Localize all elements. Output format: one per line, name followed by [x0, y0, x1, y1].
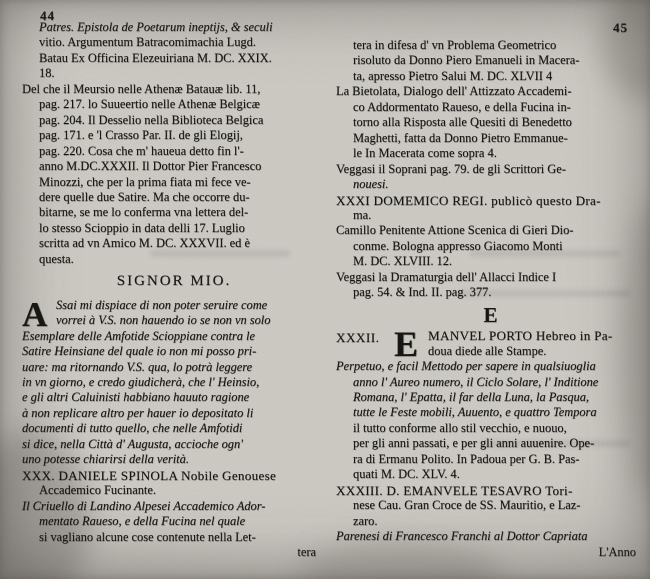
text-line: in vn giorno, e credo giudicherà, che l' Heinsio,	[22, 374, 260, 389]
text-line: anno l' Aureo numero, il Ciclo Solare, l' Inditione	[353, 374, 599, 389]
entry-number: XXXII.	[336, 330, 380, 346]
text-line: Ssai mi dispiace di non poter seruire come	[56, 297, 268, 312]
text-line: Perpetuo, e facil Mettodo per sapere in qualsiuoglia	[336, 359, 596, 374]
text-line: questa.	[39, 251, 74, 266]
text-line: documenti di tutto quello, che nelle Amfotidi	[22, 421, 243, 436]
text-line: conme. Bologna appresso Giacomo Monti	[353, 238, 563, 253]
text-line: si dice, nella Città d' Augusta, accioche ogn'	[22, 436, 243, 451]
text-line: Esemplare delle Amfotide Scioppiane contra le	[22, 328, 255, 343]
text-line: Veggasi il Soprani pag. 79. de gli Scrittori Ge-	[336, 161, 566, 176]
text-line: nouesi.	[353, 177, 389, 192]
text-line: quati M. DC. XLV. 4.	[353, 467, 460, 482]
text-line: pag. 171. e 'l Crasso Par. II. de gli Elogij,	[39, 128, 243, 143]
text-line: lo stesso Scioppio in data delli 17. Luglio	[39, 220, 245, 235]
text-line: M. DC. XLVIII. 12.	[353, 254, 453, 269]
text-line: Minozzi, che per la prima fiata mi fece ve-	[39, 174, 251, 189]
text-line: tutte le Feste mobili, Auuento, e quattro Tempora	[353, 405, 597, 420]
text-line: e gli altri Caluinisti habbiano hauuto ragione	[22, 390, 250, 405]
text-line: Il Criuello di Landino Alpesei Accademico Ador-	[22, 498, 266, 513]
letter-opening	[22, 294, 326, 334]
page-number-44: 44	[40, 8, 55, 23]
text-line: La Bietolata, Dialogo dell' Attizzato Accademi-	[336, 84, 572, 99]
text-line: torno alla Risposta alle Quesiti di Benedetto	[353, 115, 572, 130]
text-line: pag. 220. Cosa che m' haueua detto fin l'-	[39, 143, 244, 158]
text-line: zaro.	[353, 513, 378, 528]
text-line: anno M.DC.XXXII. Il Dottor Pier Francesco	[39, 159, 262, 174]
text-line: si vagliano alcune cose contenute nella Let-	[39, 529, 256, 544]
entry-heading-spinola: XXX. DANIELE SPINOLA Nobile Genouese	[22, 467, 277, 483]
text-line: Maghetti, fatta da Donno Pietro Emmanue-	[353, 130, 568, 145]
catchword: tera	[297, 544, 316, 559]
text-line: Del che il Meursio nelle Athenæ Batauæ lib. 11,	[22, 81, 261, 96]
right-column	[336, 38, 646, 560]
text-line: mentato Raueso, e della Fucina nel quale	[39, 514, 246, 529]
left-column	[22, 20, 326, 560]
text-line: vorrei à V.S. non hauendo io se non vn solo	[56, 313, 271, 328]
section-letter-e: E	[483, 302, 499, 327]
text-line: Romana, l' Epatta, il far della Luna, la Pasqua,	[353, 389, 590, 404]
entry-heading-tesavro: XXXIII. D. EMANVELE TESAVRO Tori-	[336, 482, 573, 498]
text-line: Patres. Epistola de Poetarum ineptijs, & seculi	[39, 20, 273, 34]
text-line: vitio. Argumentum Batracomimachia Lugd.	[39, 35, 256, 50]
text-line: risoluto da Donno Piero Emanueli in Macera-	[353, 53, 580, 68]
text-line: pag. 204. Il Desselio nella Biblioteca Belgica	[39, 112, 264, 127]
text-line: Parenesi di Francesco Franchi al Dottor Capriata	[336, 529, 588, 544]
text-line: scritta ad vn Amico M. DC. XXXVII. ed è	[39, 236, 250, 251]
text-line: Batau Ex Officina Elezeuiriana M. DC. XXIX.	[39, 50, 272, 65]
text-line: pag. 217. lo Suueertio nelle Athenæ Belgicæ	[39, 97, 260, 112]
text-line: ma.	[353, 207, 372, 222]
drop-cap-a: A	[22, 294, 48, 334]
letter-salutation-heading: SIGNOR MIO.	[116, 273, 232, 290]
drop-cap-e: E	[394, 324, 419, 365]
text-line: co Addormentato Raueso, e della Fucina in-	[353, 99, 571, 114]
entry-heading-porto: MANVEL PORTO Hebreo in Pa-	[428, 328, 613, 344]
text-line: uare: ma ritornando V.S. qua, lo potrà leggere	[22, 359, 253, 374]
text-line: le In Macerata come sopra 4.	[353, 146, 497, 161]
entry-heading-regi: XXXI DOMEMICO REGI. publicò questo Dra-	[336, 192, 601, 208]
text-line: uno potesse chiarirsi della verità.	[22, 452, 189, 467]
text-line: nese Cau. Gran Croce de SS. Mauritio, e Laz-	[353, 498, 581, 513]
page-number-45: 45	[613, 20, 628, 35]
text-line: tera in difesa d' vn Problema Geometrico	[353, 38, 557, 52]
text-line: ra di Ermanu Polito. In Padoua per G. B. Pas-	[353, 451, 580, 466]
text-line: pag. 54. & Ind. II. pag. 377.	[353, 285, 492, 300]
text-line: Satire Heinsiane del quale io non mi posso pri-	[22, 344, 257, 359]
text-line: Veggasi la Dramaturgia dell' Allacci Indice I	[336, 269, 557, 284]
text-line: Accademico Fucinante.	[39, 483, 156, 498]
text-line: à non replicare altro per hauer io depositato li	[22, 405, 254, 420]
entry-emanvel-porto	[336, 324, 646, 365]
text-line: bitarne, se me lo conferma vna lettera del-	[39, 205, 249, 220]
text-line: dere quelle due Satire. Ma che occorre du-	[39, 189, 250, 204]
text-line: ta, apresso Pietro Salui M. DC. XLVII 4	[353, 68, 553, 83]
catchword: L'Anno	[598, 544, 636, 559]
text-line: il tutto conforme allo stil vecchio, e nuouo,	[353, 420, 567, 435]
text-line: doua diede alle Stampe.	[428, 343, 547, 358]
text-line: Camillo Penitente Attione Scenica di Gieri Dio-	[336, 223, 574, 238]
text-line: 18.	[39, 66, 55, 81]
text-line: per gli anni passati, e per gli anni auuenire. Ope-	[353, 436, 595, 451]
